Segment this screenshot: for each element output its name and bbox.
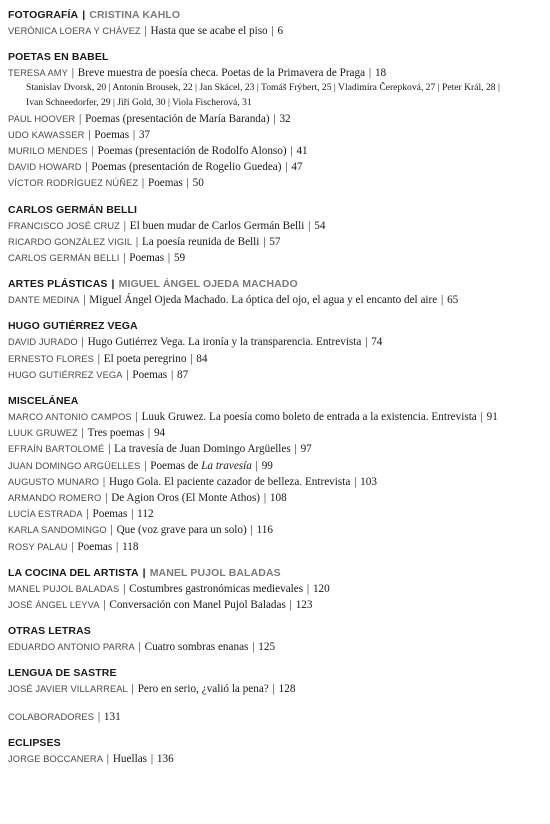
separator: | (68, 67, 77, 80)
entry-title: Poemas (132, 368, 168, 381)
toc-section (8, 277, 542, 308)
entry-title: Cuatro sombras enanas (144, 641, 249, 654)
entry-page: 108 (269, 492, 287, 505)
toc-entry (8, 234, 542, 250)
toc-entry (8, 441, 542, 457)
entry-author: UDO KAWASSER (8, 129, 85, 140)
separator: | (133, 235, 141, 248)
entry-page: 84 (196, 352, 208, 365)
entry-page: 99 (261, 459, 273, 472)
toc-entry (8, 709, 542, 725)
entry-page: 128 (278, 683, 296, 696)
entry-title: Conversación con Manel Pujol Baladas (109, 599, 286, 612)
separator: | (76, 112, 85, 125)
separator: | (165, 252, 173, 265)
entry-author: JOSÉ ÁNGEL LEYVA (8, 600, 100, 611)
entry-page: 32 (279, 112, 291, 125)
separator: | (351, 475, 360, 488)
toc-entry (8, 474, 542, 490)
entry-title: Hugo Gutiérrez Vega. La ironía y la transparencia. Entrevista (87, 336, 362, 349)
entry-title: Miguel Ángel Ojeda Machado. La óptica del ojo, el agua y el encanto del aire (89, 294, 438, 307)
entry-author: LUUK GRUWEZ (8, 428, 78, 439)
toc-entry (8, 409, 542, 425)
entry-page: 87 (177, 368, 189, 381)
entry-author: ARMANDO ROMERO (8, 493, 102, 504)
separator: | (79, 9, 89, 21)
toc-entry (8, 522, 542, 538)
entry-page: 54 (314, 219, 326, 232)
entry-page: 41 (296, 145, 308, 157)
separator: | (78, 427, 87, 440)
entry-author: MANEL PUJOL BALADAS (8, 583, 120, 594)
entry-title: Poemas (147, 177, 183, 190)
toc-entry (8, 159, 542, 175)
entry-author: PAUL HOOVER (8, 113, 76, 124)
entry-author: VÍCTOR RODRÍGUEZ NÚÑEZ (8, 178, 139, 189)
entry-title: Huellas (112, 752, 148, 765)
separator: | (100, 475, 108, 488)
separator: | (135, 641, 144, 654)
entry-page: 91 (486, 411, 498, 424)
toc-entry (8, 597, 542, 613)
entry-title: Breve muestra de poesía checa. Poetas de la Primavera de Praga (77, 67, 366, 80)
section-heading (8, 8, 542, 22)
separator: | (145, 427, 153, 440)
separator: | (304, 582, 312, 595)
toc-section (8, 394, 542, 555)
section-subtitle: CRISTINA KAHLO (89, 9, 181, 21)
entry-author: JORGE BOCCANERA (8, 753, 103, 764)
entry-author: MURILO MENDES (8, 146, 88, 156)
entry-page: 103 (360, 475, 377, 488)
toc-entry (8, 65, 542, 81)
toc-entry (8, 458, 542, 474)
entry-author: ROSY PALAU (8, 541, 68, 552)
section-heading (8, 624, 542, 638)
section-title: HUGO GUTIÉRREZ VEGA (8, 320, 138, 333)
toc-section (8, 736, 542, 767)
entry-author: MARCO ANTONIO CAMPOS (8, 412, 132, 423)
entry-page: 65 (447, 294, 459, 307)
separator: | (141, 459, 150, 472)
entry-title: La travesía de Juan Domingo Argüelles (114, 443, 291, 456)
entry-title: Pero en serio, ¿valió la pena? (137, 683, 269, 696)
entry-title: Que (voz grave para un solo) (116, 524, 247, 537)
section-title: ARTES PLÁSTICAS (8, 278, 108, 291)
separator: | (287, 145, 296, 157)
section-heading (8, 50, 542, 64)
separator: | (130, 128, 138, 141)
entry-title: El poeta peregrino (103, 352, 187, 365)
separator: | (249, 641, 258, 654)
entry-title: De Agion Oros (El Monte Athos) (111, 492, 261, 505)
section-heading (8, 666, 542, 680)
separator: | (168, 368, 177, 381)
separator: | (102, 492, 111, 505)
separator: | (187, 352, 196, 365)
separator: | (477, 411, 486, 424)
section-subtitle: MANEL PUJOL BALADAS (149, 566, 281, 579)
toc-entry (8, 143, 542, 159)
entry-author: RICARDO GONZÁLEZ VIGIL (8, 236, 133, 247)
toc-entry (8, 218, 542, 234)
separator: | (78, 336, 87, 349)
sub-author-list: Ivan Schneedorfer, 29 | Jiří Gold, 30 | Viola Fischerová, 31 (26, 97, 252, 108)
entry-page: 18 (374, 67, 387, 80)
entry-author: COLABORADORES (8, 711, 95, 722)
entry-page: 59 (173, 252, 186, 265)
toc-entry (8, 425, 542, 441)
toc-entry (8, 250, 542, 266)
section-heading (8, 203, 542, 217)
toc-entry (8, 639, 542, 655)
entry-page: 136 (156, 752, 174, 765)
entry-author: EDUARDO ANTONIO PARRA (8, 642, 135, 653)
separator: | (107, 524, 116, 537)
separator: | (183, 177, 192, 190)
separator: | (105, 443, 114, 456)
entry-author: DANTE MEDINA (8, 295, 80, 306)
separator: | (362, 336, 371, 349)
separator: | (148, 752, 156, 765)
toc-entry (8, 490, 542, 506)
toc-entry (8, 127, 542, 143)
entry-title: Poemas (presentación de Rodolfo Alonso) (97, 145, 287, 157)
section-title: LENGUA DE SASTRE (8, 667, 117, 680)
entry-author: LUCÍA ESTRADA (8, 509, 83, 520)
separator: | (113, 540, 122, 553)
entry-title: Poemas (92, 508, 128, 521)
entry-title: La poesía reunida de Belli (141, 235, 260, 248)
entry-title: Poemas (presentación de Rogelio Guedea) (91, 161, 282, 174)
section-heading (8, 566, 542, 580)
section-title: CARLOS GERMÁN BELLI (8, 203, 138, 216)
separator: | (128, 508, 137, 521)
separator: | (139, 566, 149, 579)
entry-title: El buen mudar de Carlos Germán Belli (129, 219, 305, 232)
entry-author: FRANCISCO JOSÉ CRUZ (8, 220, 120, 231)
entry-title: Costumbres gastronómicas medievales (129, 582, 304, 595)
section-heading (8, 319, 542, 333)
section-title: FOTOGRAFÍA (8, 9, 79, 21)
section-heading (8, 736, 542, 750)
separator: | (94, 352, 103, 365)
entry-author: AUGUSTO MUNARO (8, 476, 100, 487)
separator: | (366, 67, 374, 80)
entry-page: 123 (295, 599, 313, 612)
section-title: OTRAS LETRAS (8, 625, 91, 638)
entry-author: JOSÉ JAVIER VILLARREAL (8, 684, 128, 695)
toc-entry (8, 23, 542, 39)
entry-page: 94 (153, 427, 166, 440)
separator: | (128, 683, 137, 696)
separator: | (247, 524, 256, 537)
entry-title: Poemas (129, 252, 165, 265)
toc-section (8, 566, 542, 613)
toc-entry (8, 539, 542, 555)
separator: | (80, 294, 89, 307)
entry-author: DAVID HOWARD (8, 162, 82, 173)
toc-entry (8, 581, 542, 597)
entry-page: 57 (269, 235, 281, 248)
entry-author: DAVID JURADO (8, 337, 78, 348)
separator: | (268, 25, 277, 37)
entry-title: Poemas de (150, 459, 202, 472)
toc-entry (8, 292, 542, 308)
separator: | (120, 252, 129, 265)
separator: | (108, 278, 118, 291)
separator: | (286, 599, 295, 612)
entry-title: Hasta que se acabe el piso (150, 25, 268, 37)
entry-page: 116 (256, 524, 273, 537)
section-subtitle: MIGUEL ÁNGEL OJEDA MACHADO (118, 278, 298, 291)
separator: | (438, 294, 447, 307)
separator: | (305, 219, 314, 232)
separator: | (85, 128, 94, 141)
entry-author: TERESA AMY (8, 68, 68, 79)
entry-author: EFRAÍN BARTOLOMÉ (8, 444, 105, 455)
separator: | (132, 411, 141, 424)
toc-section (8, 624, 542, 655)
toc-section (8, 8, 542, 39)
entry-author: KARLA SANDOMINGO (8, 525, 107, 536)
separator: | (120, 582, 129, 595)
entry-author: JUAN DOMINGO ARGÜELLES (8, 460, 141, 471)
toc-entry (8, 351, 542, 367)
section-title: POETAS EN BABEL (8, 51, 109, 64)
sub-author-list: Stanislav Dvorsk, 20 | Antonín Brousek, 22 | Jan Skácel, 23 | Tomáš Frýbert, 25 | Vladimíra Čerepková, 27 | Peter Král, 28 | (26, 82, 500, 94)
separator: | (68, 540, 77, 553)
separator: | (88, 145, 97, 157)
separator: | (104, 752, 112, 765)
toc-entry (8, 681, 542, 697)
entry-title: Poemas (77, 540, 113, 553)
separator: | (270, 112, 279, 125)
entry-page: 47 (291, 161, 303, 174)
entry-title-italic: La travesía (201, 459, 252, 472)
section-title: LA COCINA DEL ARTISTA (8, 566, 139, 579)
table-of-contents (8, 8, 542, 767)
entry-title: Tres poemas (87, 427, 145, 440)
entry-page: 37 (138, 128, 151, 141)
separator: | (100, 599, 109, 612)
entry-author: CARLOS GERMÁN BELLI (8, 253, 120, 264)
entry-author: HUGO GUTIÉRREZ VEGA (8, 369, 123, 380)
separator: | (260, 235, 269, 248)
entry-page: 112 (137, 508, 154, 521)
separator: | (123, 368, 132, 381)
entry-author: VERÓNICA LOERA Y CHÁVEZ (8, 26, 141, 36)
separator: | (261, 492, 269, 505)
separator: | (291, 443, 300, 456)
separator: | (83, 508, 92, 521)
section-heading (8, 277, 542, 291)
entry-page: 97 (300, 443, 312, 456)
entry-page: 125 (258, 641, 276, 654)
separator: | (95, 710, 103, 723)
toc-entry (8, 367, 542, 383)
entry-title: Luuk Gruwez. La poesía como boleto de entrada a la existencia. Entrevista (141, 411, 477, 424)
section-heading (8, 394, 542, 408)
section-title: ECLIPSES (8, 736, 61, 749)
separator: | (252, 459, 261, 472)
toc-entry (8, 175, 542, 191)
entry-title: Hugo Gola. El paciente cazador de belleza. Entrevista (108, 475, 351, 488)
section-title: MISCELÁNEA (8, 395, 79, 408)
toc-entry (8, 751, 542, 767)
separator: | (139, 177, 147, 190)
entry-title: Poemas (94, 128, 130, 141)
toc-section (8, 50, 542, 191)
toc-section (8, 709, 542, 725)
entry-title: Poemas (presentación de María Baranda) (85, 112, 270, 125)
toc-section (8, 319, 542, 383)
toc-section (8, 203, 542, 267)
entry-page: 131 (103, 710, 121, 723)
entry-page: 74 (371, 336, 383, 349)
separator: | (141, 25, 150, 37)
toc-entry (8, 111, 542, 127)
toc-entry (8, 506, 542, 522)
toc-section (8, 666, 542, 697)
entry-page: 118 (122, 540, 139, 553)
separator: | (269, 683, 278, 696)
entry-page: 120 (312, 582, 330, 595)
separator: | (82, 161, 91, 174)
toc-entry (8, 334, 542, 350)
entry-page: 50 (192, 177, 204, 190)
entry-page: 6 (277, 25, 284, 37)
entry-author: ERNESTO FLORES (8, 353, 94, 364)
separator: | (282, 161, 291, 174)
separator: | (120, 219, 129, 232)
